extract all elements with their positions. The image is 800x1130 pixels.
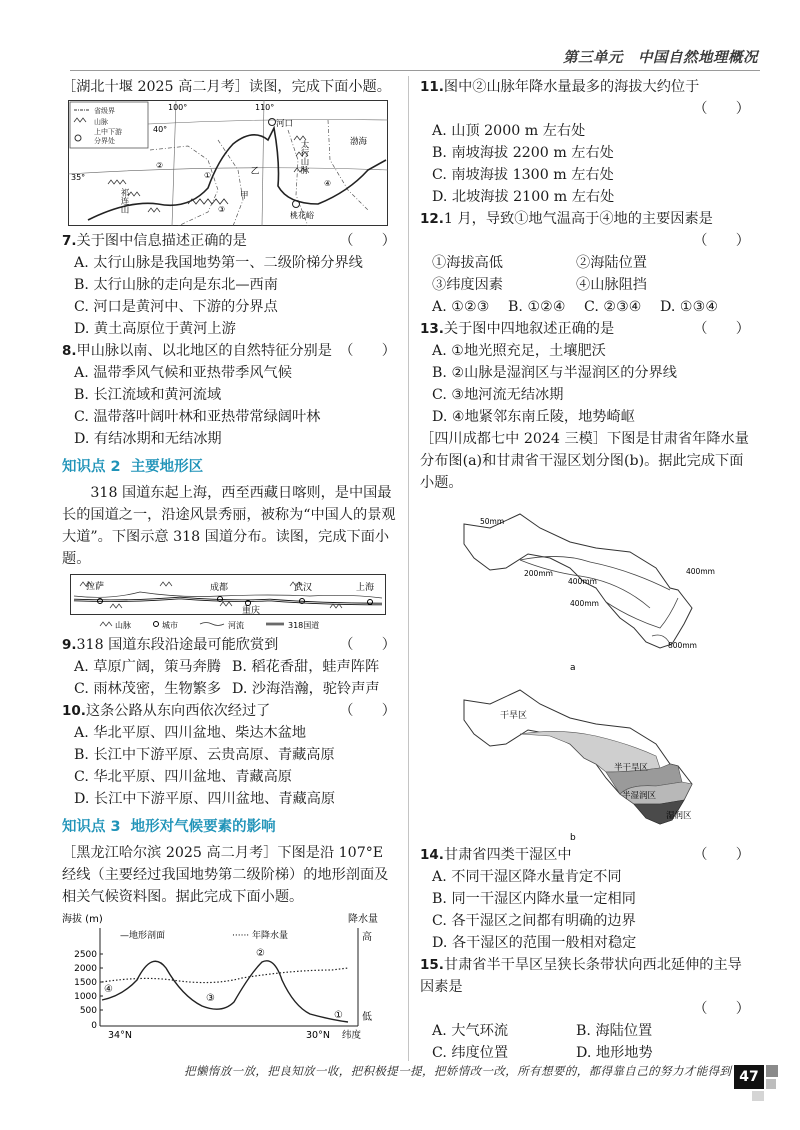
page-deco-2	[766, 1079, 776, 1089]
question-14: 14.甘肃省四类干湿区中 （ ）	[420, 847, 750, 863]
mapA-lbl-400c: 400mm	[570, 599, 599, 608]
profile-point-2: ②	[256, 948, 265, 959]
q9-option-c: C. 雨林茂密，生物繁多	[74, 681, 222, 697]
yellow-river-map	[68, 100, 388, 226]
map1-lbl-qilian: 祁连山	[119, 188, 129, 214]
mapA-lbl-800: 800mm	[668, 641, 697, 650]
q11-option-a: A. 山顶 2000 m 左右处	[432, 123, 586, 139]
map1-lbl-c3: ③	[218, 205, 226, 214]
profile-low: 低	[362, 1012, 372, 1023]
q15-options-row-1	[420, 1020, 750, 1042]
ytick-1000: 1000	[74, 992, 97, 1002]
mapA-lbl-200: 200mm	[524, 569, 553, 578]
map1-lbl-c2: ②	[156, 161, 164, 170]
gansu-dryness-svg	[420, 676, 750, 844]
q14-option-b: B. 同一干湿区内降水量一定相同	[432, 891, 636, 907]
q15-option-d: D. 地形地势	[576, 1045, 653, 1061]
q7-option-a: A. 太行山脉是我国地势第一、二级阶梯分界线	[74, 255, 363, 271]
knowledge-point-2: 知识点 2 主要地形区	[62, 459, 204, 475]
q14-option-d: D. 各干湿区的范围一般相对稳定	[432, 935, 637, 951]
page-deco-1	[766, 1065, 778, 1077]
xtick-34n: 34°N	[108, 1030, 132, 1040]
map1-legend-2: 上中下游	[94, 128, 122, 136]
map1-legend-1: 山脉	[94, 118, 108, 126]
mapA-caption: a	[570, 663, 576, 673]
legend-rain: ······ 年降水量	[232, 931, 289, 941]
intro-hubei: ［湖北十堰 2025 高二月考］读图，完成下面小题。	[62, 79, 391, 95]
map1-lbl-35: 35°	[71, 173, 86, 182]
q7-option-c: C. 河口是黄河中、下游的分界点	[74, 299, 278, 315]
mapB-caption: b	[570, 833, 576, 843]
profile-y2label: 降水量	[348, 914, 378, 925]
intro-sichuan: ［四川成都七中 2024 三模］下图是甘肃省年降水量分布图(a)和甘肃省干湿区划分图(b)。据此完成下面小题。	[420, 431, 749, 491]
profile-point-3: ③	[206, 993, 215, 1004]
gansu-rainfall-map	[420, 498, 750, 676]
q9-option-a: A. 草原广阔，策马奔腾	[74, 659, 221, 675]
map1-legend-0: 省级界	[94, 107, 115, 115]
q13-option-a: A. ①地光照充足，土壤肥沃	[432, 343, 606, 359]
footer-motto: 把懒惰放一放，把良知放一收，把积极提一提，把娇情改一改，所有想要的，都得靠自己的努力才能得到	[184, 1064, 732, 1078]
q12-items-row-1	[420, 252, 750, 274]
q9-option-d: D. 沙海浩瀚，驼铃声声	[232, 681, 380, 697]
ytick-1500: 1500	[74, 978, 97, 988]
q12-option-a: A. ①②③	[432, 299, 490, 315]
map1-lbl-110: 110°	[255, 103, 275, 112]
question-10: 10.这条公路从东向西依次经过了 （ ）	[62, 703, 396, 719]
header-rule	[70, 70, 760, 71]
unit-header-title: 第三单元 中国自然地理概况	[563, 50, 758, 66]
ytick-2500: 2500	[74, 950, 97, 960]
map1-legend-3: 分界处	[94, 137, 115, 145]
q8-option-d: D. 有结冰期和无结冰期	[74, 431, 222, 447]
map2-lbl-wuhan: 武汉	[294, 583, 313, 593]
q11-option-c: C. 南坡海拔 1300 m 左右处	[432, 167, 614, 183]
gansu-rainfall-svg	[420, 498, 750, 676]
column-divider	[408, 76, 409, 1061]
map1-lbl-40: 40°	[153, 125, 168, 134]
q10-option-a: A. 华北平原、四川盆地、柴达木盆地	[74, 725, 307, 741]
map2-lbl-chengdu: 成都	[210, 583, 229, 593]
gansu-dryness-map	[420, 676, 750, 844]
map2-legend-city: 城市	[162, 621, 178, 630]
terrain-profile-chart	[62, 910, 392, 1040]
map1-lbl-bohai: 渤海	[350, 137, 368, 147]
q10-option-b: B. 长江中下游平原、云贵高原、青藏高原	[74, 747, 335, 763]
intro-heilongjiang: ［黑龙江哈尔滨 2025 高二月考］下图是沿 107°E 经线（主要经过我国地势第二级阶梯）的地形剖面及相关气候资料图。据此完成下面小题。	[62, 845, 389, 905]
map1-lbl-taohuayu: 桃花峪	[290, 211, 314, 220]
q13-option-d: D. ④地紧邻东南丘陵，地势崎岖	[432, 409, 635, 425]
q7-option-d: D. 黄土高原位于黄河上游	[74, 321, 236, 337]
xtick-30n: 30°N	[306, 1030, 330, 1040]
question-11: 11.图中②山脉年降水量最多的海拔大约位于	[420, 79, 700, 95]
q9-options-row-1	[62, 656, 396, 678]
question-9: 9.318 国道东段沿途最可能欣赏到 （ ）	[62, 637, 396, 653]
mapA-lbl-400a: 400mm	[568, 577, 597, 586]
map2-legend-route: 318国道	[288, 621, 320, 630]
question-15: 15.甘肃省半干旱区呈狭长条带状向西北延伸的主导因素是	[420, 957, 742, 995]
map1-lbl-taihang: 太行山脉	[299, 140, 309, 174]
terrain-profile-svg	[62, 910, 392, 1040]
knowledge-point-3: 知识点 3 地形对气候要素的影响	[62, 819, 276, 835]
map2-legend-river: 河流	[228, 621, 244, 630]
q15-option-b: B. 海陆位置	[576, 1023, 653, 1039]
q8-option-b: B. 长江流域和黄河流域	[74, 387, 222, 403]
route-318-map-svg	[70, 574, 386, 632]
profile-ylabel: 海拔 (m)	[62, 914, 103, 925]
q9-options-row-2	[62, 678, 396, 700]
q15-option-c: C. 纬度位置	[432, 1045, 509, 1061]
q15-bracket: （ ）	[693, 1001, 750, 1017]
q8-option-c: C. 温带落叶阔叶林和亚热带常绿阔叶林	[74, 409, 321, 425]
ytick-2000: 2000	[74, 964, 97, 974]
q11-bracket: （ ）	[693, 101, 750, 117]
mapB-lbl-arid: 干旱区	[500, 711, 528, 721]
q10-option-c: C. 华北平原、四川盆地、青藏高原	[74, 769, 292, 785]
q12-option-c: C. ②③④	[584, 299, 642, 315]
q14-option-c: C. 各干湿区之间都有明确的边界	[432, 913, 636, 929]
profile-high: 高	[362, 932, 372, 943]
q7-option-b: B. 太行山脉的走向是东北—西南	[74, 277, 278, 293]
q15-options-row-2	[420, 1042, 750, 1064]
q8-option-a: A. 温带季风气候和亚热带季风气候	[74, 365, 292, 381]
yellow-river-map-svg	[68, 100, 388, 226]
q12-bracket: （ ）	[693, 233, 750, 249]
map1-lbl-yi: 乙	[249, 166, 259, 175]
map2-legend-mountain: 山脉	[115, 621, 131, 630]
intro-route318: 318 国道东起上海，西至西藏日喀则，是中国最长的国道之一，沿途风景秀丽，被称为“中国人的景观大道”。下图示意 318 国道分布。读图，完成下面小题。	[62, 485, 396, 567]
q11-option-d: D. 北坡海拔 2100 m 左右处	[432, 189, 615, 205]
q13-option-b: B. ②山脉是湿润区与半湿润区的分界线	[432, 365, 677, 381]
q13-option-c: C. ③地河流无结冰期	[432, 387, 564, 403]
question-12: 12.1 月，导致①地气温高于④地的主要因素是	[420, 211, 713, 227]
map2-lbl-shanghai: 上海	[356, 583, 375, 593]
map2-lbl-chongqing: 重庆	[242, 606, 261, 616]
q12-item-1: ①海拔高低	[432, 255, 503, 271]
left-column	[62, 76, 396, 1040]
question-7: 7.关于图中信息描述正确的是 （ ）	[62, 233, 396, 249]
mapB-lbl-humid: 湿润区	[666, 811, 692, 821]
mapA-lbl-50: 50mm	[480, 517, 505, 526]
q14-option-a: A. 不同干湿区降水量肯定不同	[432, 869, 622, 885]
mapB-lbl-semihumid: 半湿润区	[622, 791, 657, 801]
page-number: 47	[734, 1065, 764, 1089]
q12-option-d: D. ①③④	[660, 299, 719, 315]
mapA-lbl-400b: 400mm	[686, 567, 715, 576]
mapB-lbl-semiarid: 半干旱区	[614, 763, 649, 773]
q12-option-b: B. ①②④	[508, 299, 566, 315]
ytick-500: 500	[79, 1006, 97, 1016]
map2-lbl-lasa: 拉萨	[86, 582, 105, 592]
legend-profile: —地形剖面	[120, 931, 166, 941]
xunit-latitude: 纬度	[342, 1030, 362, 1040]
map1-lbl-c1: ①	[204, 171, 212, 180]
q12-item-4: ④山脉阻挡	[576, 277, 647, 293]
route-318-map	[70, 574, 386, 632]
map1-lbl-hekou: 河口	[276, 119, 294, 129]
q10-option-d: D. 长江中下游平原、四川盆地、青藏高原	[74, 791, 336, 807]
page-deco-3	[752, 1091, 764, 1101]
right-column	[420, 76, 750, 1064]
profile-point-1: ①	[334, 1010, 343, 1021]
profile-point-4: ④	[104, 984, 113, 995]
q15-option-a: A. 大气环流	[432, 1023, 509, 1039]
ytick-0: 0	[91, 1021, 97, 1031]
q12-item-2: ②海陆位置	[576, 255, 647, 271]
q11-option-b: B. 南坡海拔 2200 m 左右处	[432, 145, 614, 161]
map1-lbl-100: 100°	[168, 103, 188, 112]
map1-lbl-c4: ④	[324, 179, 332, 188]
q12-options-row	[420, 296, 750, 318]
q12-items-row-2	[420, 274, 750, 296]
q9-option-b: B. 稻花香甜，蛙声阵阵	[232, 659, 380, 675]
q12-item-3: ③纬度因素	[432, 277, 503, 293]
question-13: 13.关于图中四地叙述正确的是 （ ）	[420, 321, 750, 337]
map1-lbl-jia: 甲	[240, 191, 249, 201]
question-8: 8.甲山脉以南、以北地区的自然特征分别是 （ ）	[62, 343, 396, 359]
